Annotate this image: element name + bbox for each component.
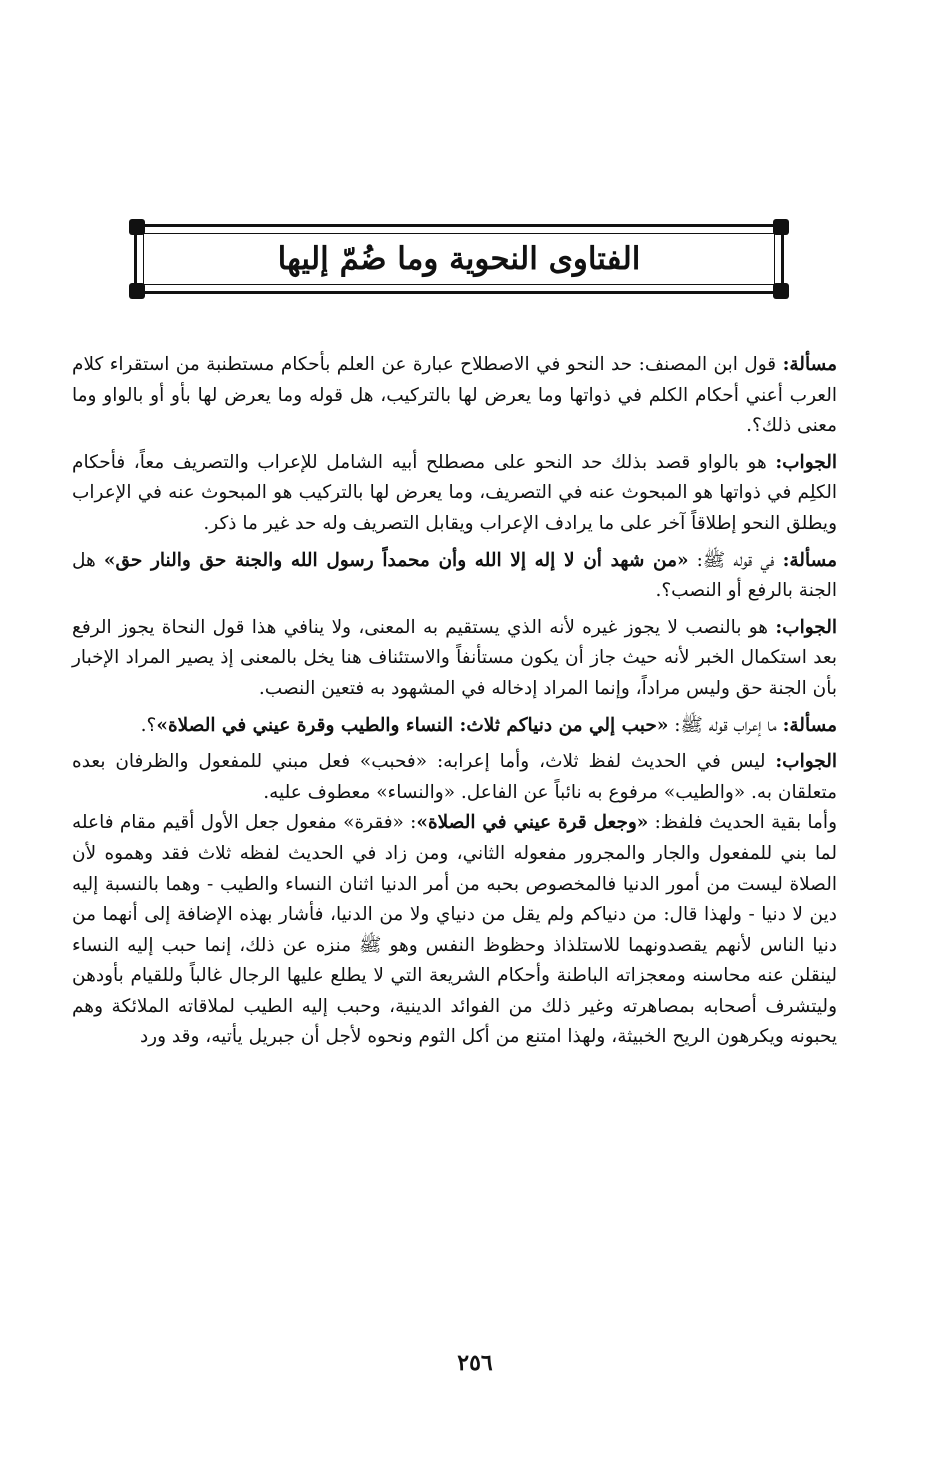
paragraph-question: [72, 350, 837, 442]
question-label: مسألة:: [782, 354, 837, 375]
hadith-quote: «من شهد أن لا إله إلا الله وأن محمداً رسول الله والجنة حق والنار حق»: [103, 549, 689, 571]
question-label: مسألة:: [782, 714, 837, 736]
paragraph-answer: [72, 448, 837, 540]
answer-label: الجواب:: [775, 451, 837, 473]
paragraph-text: ليس في الحديث لفظ ثلاث، وأما إعرابه: «فحبب» فعل مبني للمفعول والظرفان بعده متعلقان به. «والطيب» مرفوع به نائباً عن الفاعل. «والنساء» معطوف عليه.: [72, 751, 837, 803]
question-label: مسألة:: [782, 549, 837, 571]
paragraph-text: وأما بقية الحديث فلفظ:: [648, 812, 837, 834]
paragraph-text: ؟.: [140, 714, 157, 736]
paragraph-question: [72, 546, 837, 607]
title-frame: [134, 224, 784, 294]
page-title: الفتاوى النحوية وما ضُمّ إليها: [277, 241, 641, 277]
paragraph-answer: [72, 613, 837, 705]
paragraph-text: ما إعراب قوله ﷺ:: [668, 714, 777, 736]
answer-label: الجواب:: [775, 616, 837, 638]
paragraph-continuation: [72, 808, 837, 1053]
paragraph-answer: [72, 747, 837, 808]
paragraph-text: هل الجنة بالرفع أو النصب؟.: [72, 549, 837, 602]
document-body: [72, 350, 837, 1059]
paragraph-text: هو بالواو قصد بذلك حد النحو على مصطلح أبيه الشامل للإعراب والتصريف معاً، فأحكام الكلِم في ذواتها هو المبحوث عنه في التصريف، وما يعرض لها بالتركيب هو المبحوث عنه في الإعراب ويطلق النحو إطلاقاً آخر على ما يرادف الإعراب ويقابل التصريف وله حد غير ما ذكر.: [72, 451, 837, 534]
paragraph-text: هو بالنصب لا يجوز غيره لأنه الذي يستقيم به المعنى، ولا ينافي هذا قول النحاة يجوز الرفع بعد استكمال الخبر لأنه حيث جاز أن يكون مستأنفاً والاستئناف هنا يخل بالمعنى إذ يصير المراد الإخبار بأن الجنة حق وليس مراداً، وإنما المراد إدخاله في المشهود به فتعين النصب.: [72, 616, 837, 699]
paragraph-text: : «فقرة» مفعول جعل الأول أقيم مقام فاعله لما بني للمفعول والجار والمجرور مفعوله الثاني، ومن زاد في الحديث لفظه ثلاث فقد وهموه لأن الصلاة ليست من أمور الدنيا فالمخصوص بحبه من أمر الدنيا اثنان النساء والطيب - وهما بالنسبة إليه دين لا دنيا - ولهذا قال: من دنياكم ولم يقل من دنياي ولا من الدنيا، فأشار بهذه الإضافة إلى أنهما من دنيا الناس لأنهم يقصدونهما للاستلذاذ وحظوظ النفس وهو ﷺ منزه عن ذلك، إنما حبب إليه النساء لينقلن عنه محاسنه ومعجزاته الباطنة وأحكام الشريعة التي لا يطلع عليها الرجال غالباً وللقيام بأودهن وليتشرف أصحابه بمصاهرته وغير ذلك من الفوائد الدينية، وحبب إليه الطيب لملاقاته الملائكة وهم يحبونه ويكرهون الريح الخبيثة، ولهذا امتنع من أكل الثوم ونحوه لأجل أن جبريل يأتيه، وقد ورد: [72, 812, 837, 1048]
hadith-quote: «حبب إلي من دنياكم ثلاث: النساء والطيب وقرة عيني في الصلاة»: [156, 714, 669, 736]
answer-label: الجواب:: [775, 751, 837, 773]
paragraph-text: في قوله ﷺ:: [688, 549, 775, 571]
page-number: ٢٥٦: [457, 1350, 493, 1376]
paragraph-question: [72, 711, 837, 742]
hadith-quote: «وجعل قرة عيني في الصلاة»: [416, 812, 649, 834]
paragraph-text: قول ابن المصنف: حد النحو في الاصطلاح عبارة عن العلم بأحكام مستطنبة من استقراء كلام العرب أعني أحكام الكلم في ذواتها وما يعرض لها بالتركيب، هل قوله وما يعرض لها بأو أو بالواو وما معنى ذلك؟.: [72, 354, 837, 437]
